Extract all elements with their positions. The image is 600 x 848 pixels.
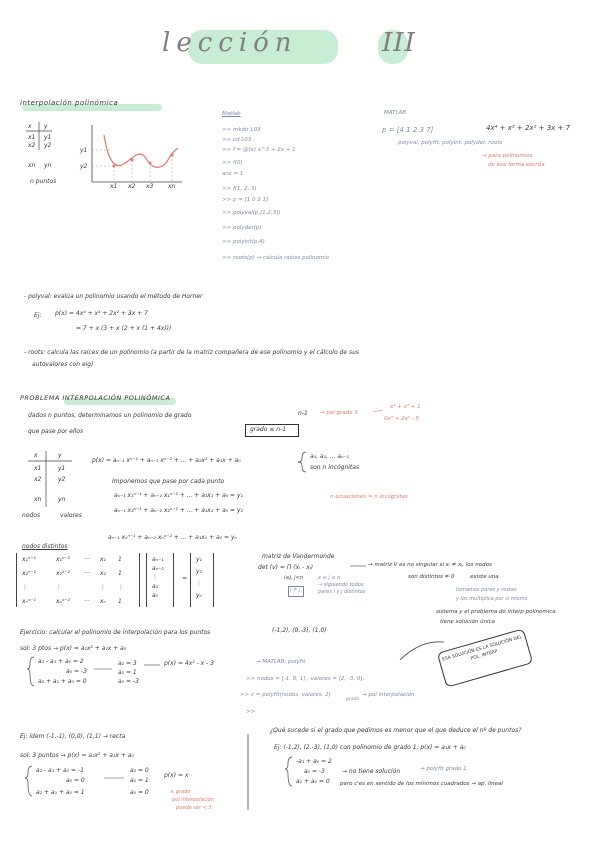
matlab-command-line: >> f(1, 2, 3) — [222, 186, 257, 192]
vandermonde-equals: = — [182, 575, 188, 582]
ej1-points: (-1,2), (0,-3), (1,0) — [272, 627, 327, 634]
vandermonde-rhs: ⋮ — [196, 580, 202, 587]
matlab-command-line: >> polyder(p) — [222, 225, 262, 231]
ej1-sol: sol: 3 ptos → p(x) = a₂x² + a₁x + a₀ — [20, 645, 127, 652]
matlab-command-line: >> p = [1 0 2 1] — [222, 197, 269, 203]
interp-table-y1: y1 — [44, 134, 52, 141]
prob-table-y: y — [58, 452, 62, 459]
ej1-m2b: grado — [346, 697, 360, 702]
prob-det-note1: x ≤ j ≤ n — [318, 575, 341, 581]
interp-table-x2: x2 — [28, 142, 36, 149]
ej2-r3: a₀ = 0 — [130, 789, 149, 796]
prob-table-x: x — [34, 452, 38, 459]
vandermonde-cell: x₂ⁿ⁻² — [56, 570, 70, 577]
plot-xlabel-xn: xn — [168, 183, 176, 190]
prob-table-y1: y1 — [58, 465, 66, 472]
vandermonde-rhs: y₂ — [196, 568, 202, 575]
problema-cubic2: 0x³ + 2x² - 5 — [384, 416, 420, 422]
question-lsq: pero c'es en sentido de los mínimos cuadrados → ap. lineal — [340, 781, 503, 787]
vandermonde-cell: ⋮ — [56, 584, 62, 591]
ej2-s1: a₂ - a₁ + a₀ = -1 — [36, 767, 84, 774]
matlab-command-line: >> roots(p) → calcula raíces polinomio — [222, 255, 330, 261]
prob-det-note2: → siguiendo todos — [318, 582, 364, 588]
matlab-b-label: MATLAB — [384, 110, 407, 116]
vandermonde-cell: x₁ — [100, 556, 106, 563]
grado-box-text: grado ≤ n-1 — [250, 426, 287, 433]
prob-eq1: aₙ₋₁ x₁ⁿ⁻¹ + aₙ₋₂ x₁ⁿ⁻² + ... + a₁x₁ + a₀ = y₁ — [114, 492, 243, 499]
polyval-ej-label: Ej: — [34, 312, 42, 319]
question-s1: -a₁ + a₀ = 2 — [296, 758, 332, 765]
question-ej: Ej: (-1,2), (2,-3), (1,0) con polinomio de grado 1, p(x) = a₁x + a₀ — [274, 744, 466, 751]
ej1-text: Ejercicio: calcular el polinomio de interpolación para los puntos — [20, 629, 211, 636]
solucion-stamp-text: ESA SOLUCIÓN ES LA SOLUCIÓN DEL POL. INTERP — [441, 635, 523, 663]
ej2-s3: a₂ + a₁ + a₀ = 1 — [36, 789, 85, 796]
vandermonde-cell: xₙⁿ⁻¹ — [22, 598, 36, 605]
vandermonde-cell: ⋮ — [22, 584, 28, 591]
vandermonde-coef: a₁ — [152, 583, 159, 590]
prob-ij: i ≠ j — [290, 587, 301, 593]
problema-nminus: n-1 — [298, 410, 308, 417]
vandermonde-cell: ··· — [84, 570, 90, 577]
vandermonde-coef: a₀ — [152, 592, 159, 599]
ej1-s1: a₂ - a₁ + a₀ = 2 — [38, 658, 84, 665]
ej2-result: p(x) = x — [164, 772, 189, 779]
ej1-result: p(x) = 4x² - x - 3 — [164, 660, 214, 667]
ej1-m3: >> — [246, 709, 256, 715]
prob-imponemos: Imponemos que pase por cada punto — [112, 478, 225, 485]
vandermonde-cell: x₁ⁿ⁻² — [56, 556, 70, 563]
plot-ylabel-y2: y2 — [80, 163, 88, 170]
vandermonde-cell: x₁ⁿ⁻¹ — [22, 556, 36, 563]
matlab-command-line: >> mkdir L03 — [222, 127, 261, 133]
ej1-m2c: → pol interpolación — [362, 692, 415, 698]
problema-line2: que pase por ellos — [28, 428, 84, 435]
page-title-numeral: III — [382, 28, 416, 58]
problema-cubic1: x³ + x² + 1 — [390, 404, 421, 410]
vandermonde-cell: ··· — [84, 556, 90, 563]
prob-nodos: nodos — [22, 512, 41, 519]
prob-valores: valores — [60, 512, 82, 519]
vandermonde-cell: xₙⁿ⁻² — [56, 598, 70, 605]
problema-grado-red: → pol grado 3 — [320, 410, 358, 416]
prob-ecuaciones: n ecuaciones = n incógnitas — [330, 494, 408, 500]
interp-table-xn: xn — [28, 162, 36, 169]
interp-table-x1: x1 — [28, 134, 36, 141]
question-text: ¿Qué sucede si el grado que pedimos es menor que el que deduce el nº de puntos? — [270, 727, 522, 734]
prob-sistema2: tiene solución única — [440, 619, 495, 625]
matlab-command-line: >> polyval(p,[1,2,3]) — [222, 210, 281, 216]
matlab-b-funcs: polyval, polyfit, polyint, polyder, roots — [398, 140, 503, 146]
plot-xlabel-x3: x3 — [146, 183, 154, 190]
ej2-r2: a₁ = 1 — [130, 777, 149, 784]
ej1-r2: a₁ = 1 — [118, 669, 137, 676]
question-s3: a₁ + a₀ = 0 — [296, 778, 330, 785]
prob-det-sub: i≤j, j<n — [284, 575, 303, 581]
vandermonde-cell: ⋮ — [100, 584, 106, 591]
prob-table-x1: x1 — [34, 465, 42, 472]
vandermonde-rhs: yₙ — [196, 592, 202, 599]
matlab-b-poly: 4x⁴ + x³ + 2x² + 3x + 7 — [486, 124, 571, 132]
ej2-r1: a₂ = 0 — [130, 767, 149, 774]
ej2-note3: puede ser < 3 — [176, 805, 212, 811]
prob-eq3: aₙ₋₁ xₙⁿ⁻¹ + aₙ₋₂ xₙⁿ⁻² + ... + a₁xₙ + a₀ = yₙ — [108, 534, 237, 541]
interp-table-yn: yn — [44, 162, 52, 169]
interp-heading: interpolación polinómica — [20, 99, 119, 107]
ej1-m2: >> c = polyfit(nodos, valores, 2) — [240, 692, 331, 698]
vandermonde-coef: aₙ₋₂ — [152, 565, 164, 572]
matlab-command-line: >> polyint(p,4) — [222, 239, 265, 245]
prob-table-x2: x2 — [34, 476, 42, 483]
ej1-m1: >> nodos = [-1, 0, 1] , valores = [2, -3, 0], — [246, 676, 365, 682]
vandermonde-cell: x₂ⁿ⁻¹ — [22, 570, 36, 577]
roots-note-2: autovalores con eig) — [32, 361, 94, 368]
matlab-command-line: >> f = @(x) x^3 + 2x + 1 — [222, 147, 296, 153]
prob-nodos-distintos: nodos distintos — [22, 543, 68, 550]
problema-heading: PROBLEMA INTERPOLACIÓN POLINÓMICA — [20, 394, 171, 402]
ej1-r1: a₂ = 3 — [118, 660, 137, 667]
vandermonde-rhs: y₁ — [196, 556, 202, 563]
ej2-note2: pol interpolación — [172, 797, 214, 803]
matlab-label: Matlab — [222, 111, 241, 117]
ej2-text: Ej: ídem (-1,-1), (0,0), (1,1) → recta — [20, 733, 126, 740]
prob-sistema: sistema y el problema de interp polinómica — [436, 609, 556, 615]
matlab-b-note2: de esa forma escrita — [488, 162, 545, 168]
question-s2: a₀ = -3 — [304, 768, 325, 775]
vandermonde-cell: ··· — [84, 598, 90, 605]
vandermonde-cell: ⋮ — [118, 584, 124, 591]
prob-table-xn: xn — [34, 496, 42, 503]
prob-det: det (v) = Π (xᵢ - xⱼ) — [258, 564, 314, 571]
prob-det-note3: pares i y j distintos — [318, 589, 366, 595]
ej2-sol: sol: 3 puntos → p(x) = a₂x² + a₁x + a₀ — [20, 752, 134, 759]
prob-eq2: aₙ₋₁ x₂ⁿ⁻¹ + aₙ₋₂ x₂ⁿ⁻² + ... + a₁x₂ + a₀ = y₂ — [114, 507, 243, 514]
matlab-command-line: ans = 1 — [222, 171, 244, 177]
prob-pares: tomamos pares y restas — [456, 587, 517, 593]
vandermonde-cell: 1 — [118, 570, 122, 577]
prob-matriz-label: matriz de Vandermonde — [262, 553, 335, 560]
interp-table-x: x — [28, 123, 32, 130]
vandermonde-cell: 1 — [118, 556, 122, 563]
page-title: lección — [162, 28, 298, 58]
question-polyfit: → polyfit grado 1 — [420, 766, 467, 772]
polyval-line2: = 7 + x (3 + x (2 + x (1 + 4x))) — [76, 325, 172, 332]
matlab-command-line: >> f(0) — [222, 160, 243, 166]
interp-puntos-label: n puntos — [30, 178, 57, 185]
interp-table-y: y — [44, 123, 48, 130]
prob-table-yn: yn — [58, 496, 66, 503]
polyval-note: - polyval: evalúa un polinomio usando el método de Horner — [24, 293, 203, 300]
ej1-s3: a₂ + a₁ + a₀ = 0 — [38, 678, 87, 685]
prob-matriz-v2: son distintos ≠ 0 — [408, 574, 455, 580]
question-nosol: → no tiene solución — [342, 768, 401, 775]
prob-brace1: a₀, a₁, ... aₙ₋₁ — [310, 453, 350, 460]
matlab-command-line: >> cd L03 — [222, 137, 252, 143]
vandermonde-cell: 1 — [118, 598, 122, 605]
interp-table-y2: y2 — [44, 142, 52, 149]
ej2-note1: ≤ grado — [170, 789, 191, 795]
prob-brace2: son n incógnitas — [310, 464, 360, 471]
problema-line1: dados n puntos, determinamos un polinomio de grado — [28, 412, 192, 419]
ej2-s2: a₀ = 0 — [66, 777, 85, 784]
prob-px: p(x) = aₙ₋₁ xⁿ⁻¹ + aₙ₋₂ xⁿ⁻² + ... + a₂x² + a₁x + a₀ — [92, 457, 241, 464]
prob-table-y2: y2 — [58, 476, 66, 483]
polyval-line1: p(x) = 4x⁴ + x³ + 2x² + 3x + 7 — [55, 310, 148, 317]
plot-ylabel-y1: y1 — [80, 147, 88, 154]
roots-note: - roots: calcula las raíces de un polinomio (a partir de la matriz compañera de ese polinomio y el cálculo de sus — [24, 349, 360, 356]
vandermonde-cell: x₂ — [100, 570, 106, 577]
matlab-b-vector: p = [4 1 2 3 7] — [382, 126, 434, 134]
matlab-b-note1: → para polinomios — [482, 153, 533, 159]
prob-existe: existe una — [470, 574, 499, 580]
ej1-matlab-label: → MATLAB: polyfit — [256, 659, 306, 665]
vandermonde-coef: aₙ₋₁ — [152, 556, 164, 563]
prob-matriz-v: → matriz V es no singular si xᵢ ≠ xⱼ, los nodos — [368, 562, 492, 568]
prob-pares2: y los multiplica por si mismo — [456, 596, 528, 602]
ej1-s2: a₀ = -3 — [66, 668, 87, 675]
vandermonde-cell: xₙ — [100, 598, 106, 605]
plot-xlabel-x2: x2 — [128, 183, 136, 190]
plot-xlabel-x1: x1 — [110, 183, 118, 190]
vandermonde-coef: ⋮ — [152, 574, 158, 581]
ej1-r3: a₀ = -3 — [118, 678, 139, 685]
